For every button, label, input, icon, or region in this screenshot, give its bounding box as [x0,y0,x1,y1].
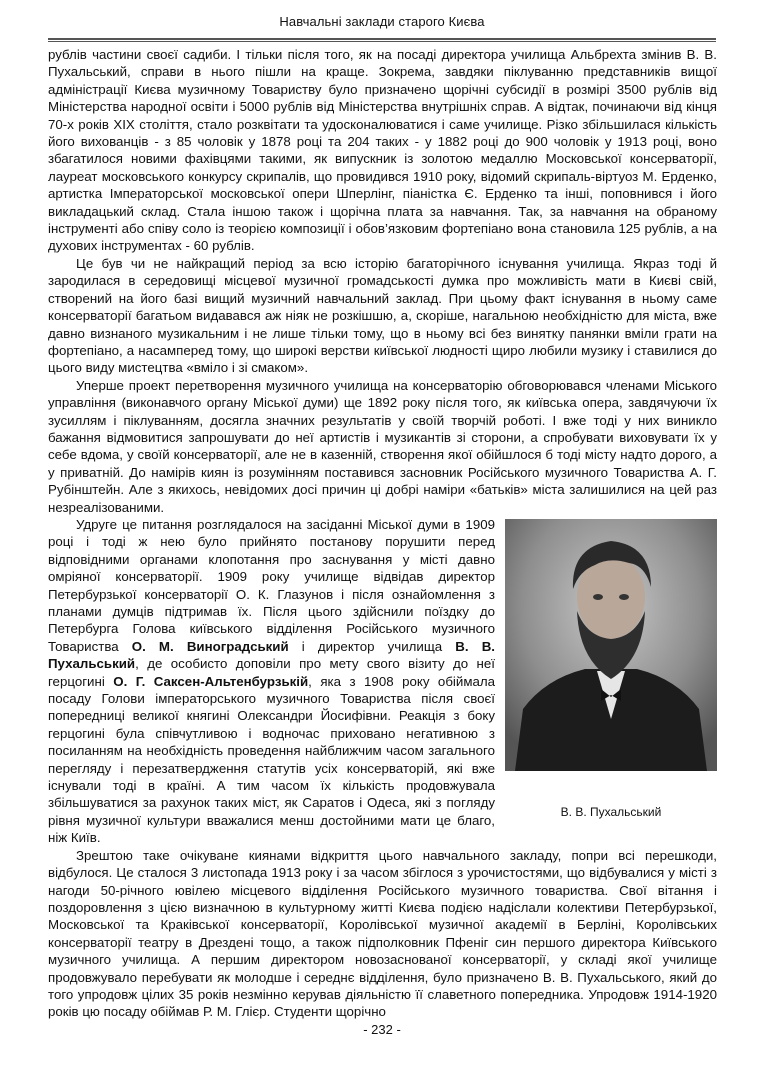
portrait-figure [505,519,717,821]
paragraph-2: Це був чи не найкращий період за всю історію багаторічного існування училища. Якраз тоді й зародилася в середовищі місцевої музичної громадськості думка про можливість мати в Києві свій, створений на його базі вищий музичний навчальний заклад. При цьому факт існування в ньому саме консерваторії багатьом видавався аж ніяк не розкішшю, а, скоріше, нагальною необхідністю для міста, вже давно визнаного музикальним і не лише тільки тому, що в ньому всі без винятку панянки вміли грати на фортепіано, а насамперед тому, що широкі верстви київської людності щиро любили музику і ставилися до цього виду мистецтва «вміло і зі смаком». [48,255,717,376]
paragraph-4-text-c: , де особисто доповіли про мету свого візиту до неї герцогині [48,656,495,689]
portrait-caption: В. В. Пухальський [560,804,662,819]
running-header: Навчальні заклади старого Києва [279,14,485,29]
page-number: - 232 - [363,1022,401,1037]
paragraph-5: Зрештою таке очікуване киянами відкриття цього навчального закладу, попри всі перешкоди, відбулося. Це сталося 3 листопада 1913 року і за часом збіглося з урочистостями, що відбувалися у місті з нагоди 50-річного ювілею місцевого відділення Російського музичного товариства. Свої вітання і поздоровлення з цією визначною в культурному житті Києва подією надіслали колективи Петербурзької, Московської та Краківської консерваторії, Королівської музичної академії в Берліні, Королівських консерваторії театру в Дрездені тощо, а також підполковник Пфеніг син першого директора Київського музичного училища. А першим директором новозаснованої консерваторії, у складі якої училище продовжувало перебувати як молодше і середнє відділення, було призначено В. В. Пухальського, який до того упродовж цілих 35 років незмінно керував діяльністю її славетного попередника. Упродовж 1914-1920 років цю посаду обіймав Р. М. Глієр. Студенти щорічно [48,847,717,1020]
portrait-photo [505,519,717,771]
person-name-pukhalskyi: В. В. Пухальський [48,638,495,672]
paragraph-4-text-a: Удруге це питання розглядалося на засіданні Міської думи в 1909 році і тоді ж нею було прийнято постанову порушити перед відповідними органами клопотання про заснування у місті давно омріяної консерваторії. 1909 року училище відвідав директор Петербурзької консерваторії О. К. Глазунов і після ознайомлення з планами думців підтримав їх. Після цього здійснили поїздку до Петербурга Голова київського відділення Російського музичного Товариства [48,516,495,654]
paragraph-4-text-d: , яка з 1908 року обіймала посаду Голови імператорського музичного Товариства після своєї попередниці великої княгині Олександри Йосифівни. Реакція з боку герцогині була співчутливою і водночас приховано негативною з посиланням на необхідність проведення найближчим часом загального перегляду і перезатвердження статутів усіх консерваторій, які вже існували тоді в країні. А тим часом їх кількість продовжувала збільшуватися за рахунок таких міст, як Саратов і Одеса, які з погляду рівня музичної культури вважалися менш достойними мати це благо, ніж Київ. [48,673,496,846]
paragraph-1: рублів частини своєї садиби. І тільки після того, як на посаді директора училища Альбрехта змінив В. В. Пухальський, справи в нього пішли на краще. Зокрема, завдяки піклуванню представників вищої адміністрації Києва музичному Товариству було призначено щорічні субсидії в розмірі 3500 рублів від Міністерства народної освіти і 5000 рублів від Міністерства внутрішніх справ. А відтак, починаючи від кінця 70-х років XIX століття, стало розквітати та удосконалюватися і саме училище. Різко збільшилася кількість його вихованців - з 85 чоловік у 1878 році та 204 таких - у 1882 році до 900 чоловік у 1913 році, воно збагатилося новими фахівцями такими, як випускник із золотою медаллю Московської консерваторії, лауреат московського конкурсу скрипалів, що провидився 1910 року, відомий скрипаль-віртуоз М. Ерденко, артистка Імператорської московської опери Шперлінг, піаністка Є. Ерденко та інші, поповнився і його викладацький склад. Стала іншою також і щорічна плата за навчання. Так, за навчання на обраному інструменті або співу соло із теорією композиції і обов’язковим фортепіано вона становила 125 рублів, а на духових інструментах - 60 рублів. [48,47,717,254]
header-rule [48,38,716,42]
portrait-illustration [505,519,717,771]
paragraph-4-text-b: і директор училища [288,638,456,654]
person-name-saxen-altenburg: О. Г. Саксен-Альтенбурзькій [113,673,309,689]
person-name-vynohradskyi: О. М. Виноградський [131,638,289,654]
page-body [48,46,717,1021]
paragraph-3: Уперше проект перетворення музичного училища на консерваторію обговорювався членами Міського управління (виконавчого органу Міської думи) ще 1892 року після того, як київська опера, завдячуючи їх зусиллям і піклуванням, досягла значних результатів у своїй творчій роботі. І вже тоді у них виникло бажання відмовитися запрошувати до неї артистів і музикантів зі сторони, а спробувати виховувати їх у себе вдома, у своїй консерваторії, але не в казенній, створення якої обійшлося б тоді місту надто дорого, а у приватній. До намірів киян із розумінням поставився засновник Російського музичного Товариства А. Г. Рубінштейн. Але з якихось, невідомих досі причин ці добрі наміри «батьків» міста залишилися на цей раз незреалізованими. [48,377,717,515]
